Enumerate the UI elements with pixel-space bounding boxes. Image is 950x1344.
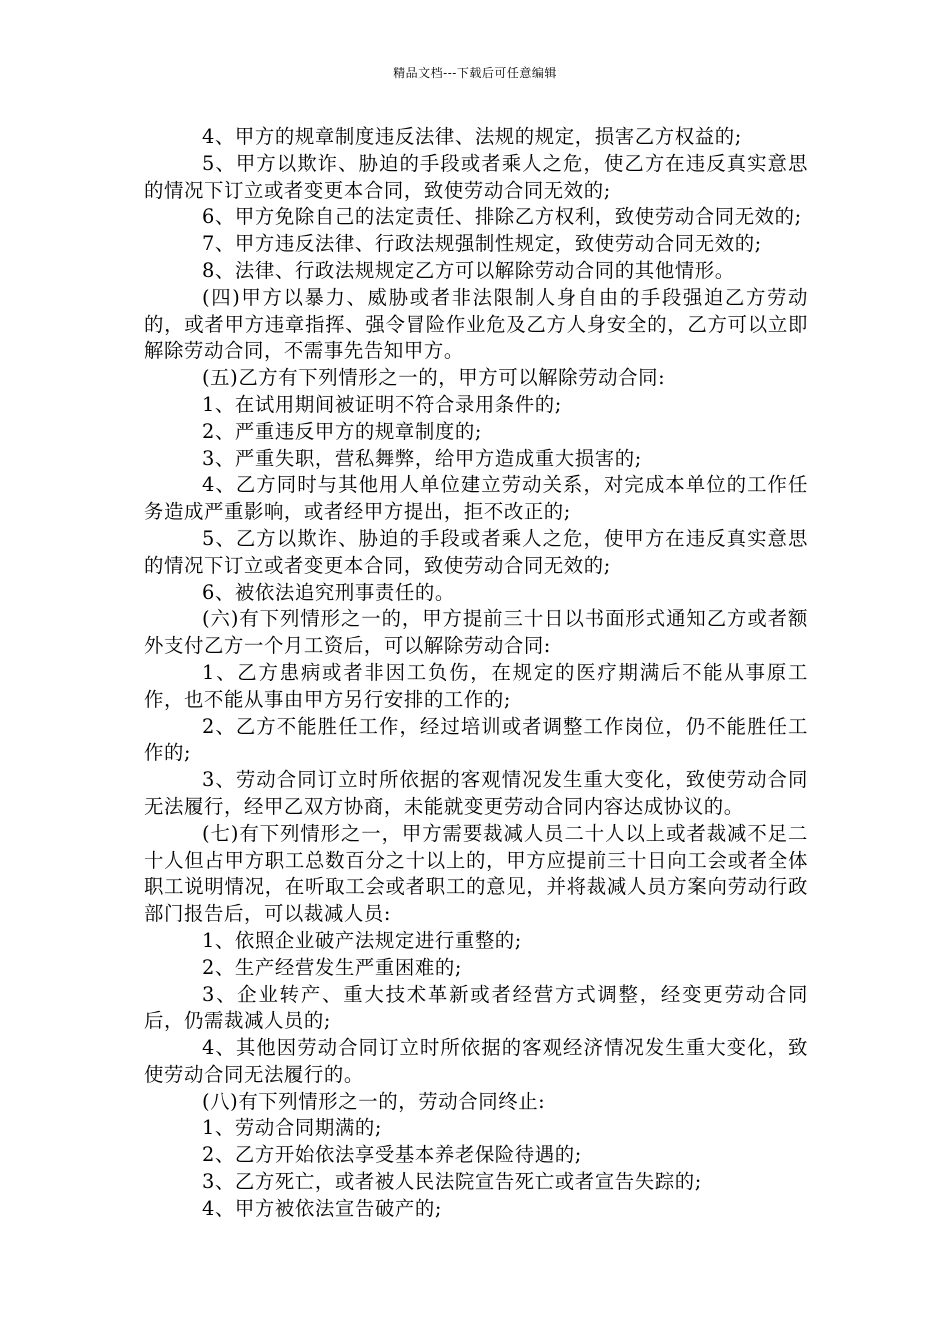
paragraph: (四)甲方以暴力、威胁或者非法限制人身自由的手段强迫乙方劳动的，或者甲方违章指挥、强令冒险作业危及乙方人身安全的，乙方可以立即解除劳动合同，不需事先告知甲方。 xyxy=(144,285,808,363)
paragraph: 1、依照企业破产法规定进行重整的; xyxy=(202,928,522,952)
paragraph: 8、法律、行政法规规定乙方可以解除劳动合同的其他情形。 xyxy=(202,258,735,282)
paragraph: 1、在试用期间被证明不符合录用条件的; xyxy=(202,392,562,416)
paragraph: 4、其他因劳动合同订立时所依据的客观经济情况发生重大变化，致使劳动合同无法履行的。 xyxy=(144,1036,808,1086)
paragraph: 2、生产经营发生严重困难的; xyxy=(202,955,462,979)
paragraph: 2、严重违反甲方的规章制度的; xyxy=(202,419,482,443)
paragraph: 3、严重失职，营私舞弊，给甲方造成重大损害的; xyxy=(202,446,642,470)
paragraph: 5、乙方以欺诈、胁迫的手段或者乘人之危，使甲方在违反真实意思的情况下订立或者变更本合同，致使劳动合同无效的; xyxy=(144,526,808,577)
paragraph: 4、乙方同时与其他用人单位建立劳动关系，对完成本单位的工作任务造成严重影响，或者经甲方提出，拒不改正的; xyxy=(144,473,808,524)
paragraph: 7、甲方违反法律、行政法规强制性规定，致使劳动合同无效的; xyxy=(202,232,762,256)
paragraph: 2、乙方不能胜任工作，经过培训或者调整工作岗位，仍不能胜任工作的; xyxy=(144,714,808,765)
paragraph: 5、甲方以欺诈、胁迫的手段或者乘人之危，使乙方在违反真实意思的情况下订立或者变更本合同，致使劳动合同无效的; xyxy=(144,151,808,202)
paragraph: 6、被依法追究刑事责任的。 xyxy=(202,580,455,604)
paragraph: 4、甲方的规章制度违反法律、法规的规定，损害乙方权益的; xyxy=(202,125,742,148)
paragraph: 3、企业转产、重大技术革新或者经营方式调整，经变更劳动合同后，仍需裁减人员的; xyxy=(144,982,808,1033)
paragraph: (八)有下列情形之一的，劳动合同终止: xyxy=(202,1089,546,1113)
paragraph: 6、甲方免除自己的法定责任、排除乙方权利，致使劳动合同无效的; xyxy=(202,205,802,229)
paragraph: 3、劳动合同订立时所依据的客观情况发生重大变化，致使劳动合同无法履行，经甲乙双方协商，未能就变更劳动合同内容达成协议的。 xyxy=(144,768,808,818)
paragraph: (五)乙方有下列情形之一的，甲方可以解除劳动合同: xyxy=(202,366,666,390)
paragraph: (六)有下列情形之一的，甲方提前三十日以书面形式通知乙方或者额外支付乙方一个月工资后，可以解除劳动合同: xyxy=(144,607,808,658)
paragraph: 3、乙方死亡，或者被人民法院宣告死亡或者宣告失踪的; xyxy=(202,1170,702,1194)
document-body xyxy=(144,124,808,1223)
paragraph: 4、甲方被依法宣告破产的; xyxy=(202,1196,442,1220)
paragraph: 1、乙方患病或者非因工负伤，在规定的医疗期满后不能从事原工作，也不能从事由甲方另行安排的工作的; xyxy=(144,660,808,711)
paragraph: (七)有下列情形之一，甲方需要裁减人员二十人以上或者裁减不足二十人但占甲方职工总数百分之十以上的，甲方应提前三十日向工会或者全体职工说明情况，在听取工会或者职工的意见，并将裁减人员方案向劳动行政部门报告后，可以裁减人员: xyxy=(144,821,808,926)
paragraph: 2、乙方开始依法享受基本养老保险待遇的; xyxy=(202,1143,582,1167)
page-header: 精品文档---下载后可任意编辑 xyxy=(393,66,557,80)
paragraph: 1、劳动合同期满的; xyxy=(202,1116,382,1140)
